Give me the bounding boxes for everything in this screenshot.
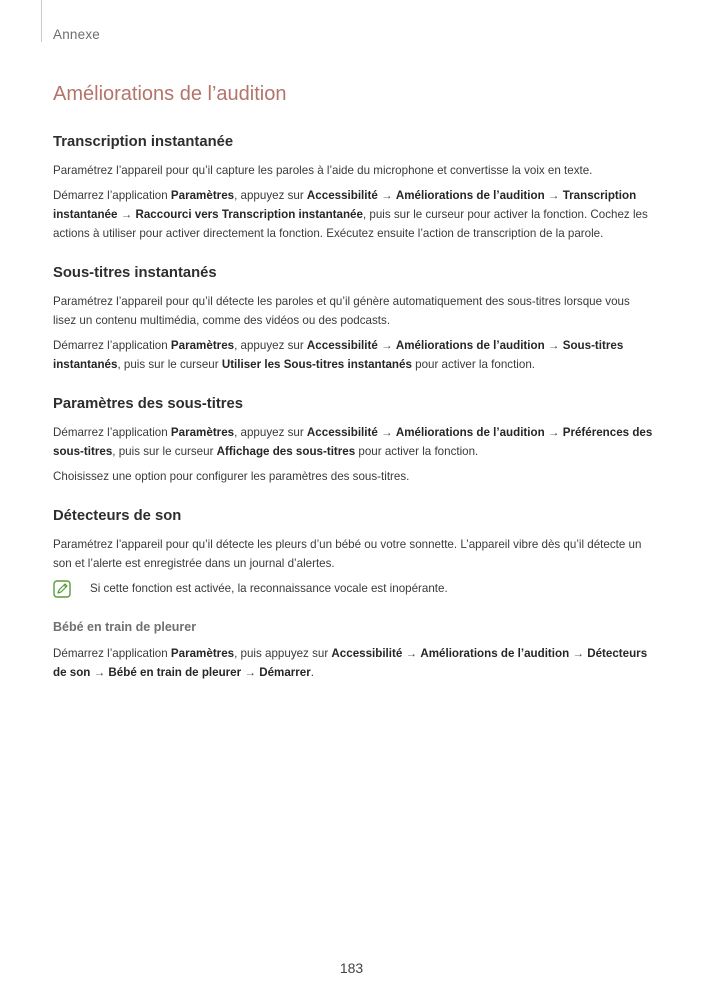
text-run: → (569, 647, 588, 660)
text-run: , puis sur le curseur (117, 358, 222, 371)
bold-term: Améliorations de l’audition (420, 647, 570, 660)
paragraph (53, 161, 653, 180)
paragraph (53, 423, 653, 461)
paragraph (53, 292, 653, 330)
text-run: , appuyez sur (234, 339, 307, 352)
section-transcription (53, 134, 653, 243)
bold-term: Paramètres (170, 647, 235, 660)
content (53, 134, 653, 704)
text-run: → (377, 189, 396, 202)
bold-term: Paramètres (170, 426, 235, 439)
bold-term: Démarrer (259, 666, 311, 679)
bold-term: Bébé en train de pleurer (108, 666, 242, 679)
note-pencil-icon (53, 580, 71, 598)
page-number: 183 (339, 960, 364, 976)
subsection-heading: Bébé en train de pleurer (53, 620, 197, 634)
bold-term: Paramètres (170, 189, 235, 202)
paragraph (53, 186, 653, 243)
text-run: → (544, 189, 563, 202)
text-run: Paramétrez l’appareil pour qu’il détecte les paroles et qu’il génère automatiquement des sous-titres lorsque vous lisez un contenu multimédia, comme des vidéos ou des podcasts. (53, 295, 630, 327)
bold-term: Accessibilité (306, 426, 378, 439)
text-run: Démarrez l’application (53, 647, 171, 660)
header-divider (41, 0, 42, 42)
bold-term: Sous-titres instantanés (53, 339, 624, 371)
bold-term: Accessibilité (306, 189, 378, 202)
bold-term: Affichage des sous-titres (216, 445, 356, 458)
text-run: → (90, 666, 109, 679)
text-run: → (402, 647, 421, 660)
bold-term: Utiliser les Sous-titres instantanés (221, 358, 412, 371)
text-run: pour activer la fonction. (411, 358, 535, 371)
section-heading: Sous-titres instantanés (53, 265, 217, 281)
text-run: Démarrez l’application (53, 339, 171, 352)
text-run: → (241, 666, 260, 679)
page-title: Améliorations de l’audition (53, 83, 287, 105)
text-run: , puis sur le curseur (112, 445, 217, 458)
bold-term: Préférences des sous-titres (53, 426, 653, 458)
paragraph (53, 644, 653, 682)
text-run: Paramétrez l’appareil pour qu’il capture les paroles à l’aide du microphone et convertisse la voix en texte. (53, 164, 593, 177)
text-run: → (544, 426, 563, 439)
section-sound-detectors (53, 508, 653, 682)
paragraph (53, 336, 653, 374)
bold-term: Accessibilité (306, 339, 378, 352)
bold-term: Améliorations de l’audition (395, 339, 545, 352)
section-heading: Transcription instantanée (53, 134, 234, 150)
bold-term: Raccourci vers Transcription instantanée (135, 208, 363, 221)
text-run: pour activer la fonction. (355, 445, 479, 458)
note (53, 579, 653, 598)
text-run: , puis sur le curseur pour activer la fonction. Cochez les actions à utiliser pour activer directement la fonction. Exécutez ensuite l’action de transcription de la parole. (53, 208, 648, 240)
text-run: Démarrez l’application (53, 189, 171, 202)
note-text: Si cette fonction est activée, la reconnaissance vocale est inopérante. (90, 582, 448, 595)
bold-term: Paramètres (170, 339, 235, 352)
text-run: , appuyez sur (234, 189, 307, 202)
section-heading: Détecteurs de son (53, 508, 182, 524)
text-run: , puis appuyez sur (234, 647, 332, 660)
bold-term: Améliorations de l’audition (395, 189, 545, 202)
paragraph (53, 535, 653, 573)
text-run: Démarrez l’application (53, 426, 171, 439)
text-run: → (377, 339, 396, 352)
text-run: Paramétrez l’appareil pour qu’il détecte les pleurs d’un bébé ou votre sonnette. L’appareil vibre dès qu’il détecte un son et l’alerte est enregistrée dans un journal d’alertes. (53, 538, 642, 570)
section-heading: Paramètres des sous-titres (53, 396, 243, 412)
bold-term: Transcription instantanée (53, 189, 637, 221)
text-run: → (544, 339, 563, 352)
paragraph (53, 467, 653, 486)
text-run: → (377, 426, 396, 439)
bold-term: Accessibilité (331, 647, 403, 660)
header-label: Annexe (53, 27, 100, 42)
bold-term: Détecteurs de son (53, 647, 648, 679)
text-run: , appuyez sur (234, 426, 307, 439)
section-caption-settings (53, 396, 653, 486)
text-run: Choisissez une option pour configurer les paramètres des sous-titres. (53, 470, 410, 483)
text-run: → (117, 208, 136, 221)
section-live-captions (53, 265, 653, 374)
bold-term: Améliorations de l’audition (395, 426, 545, 439)
text-run: . (310, 666, 314, 679)
